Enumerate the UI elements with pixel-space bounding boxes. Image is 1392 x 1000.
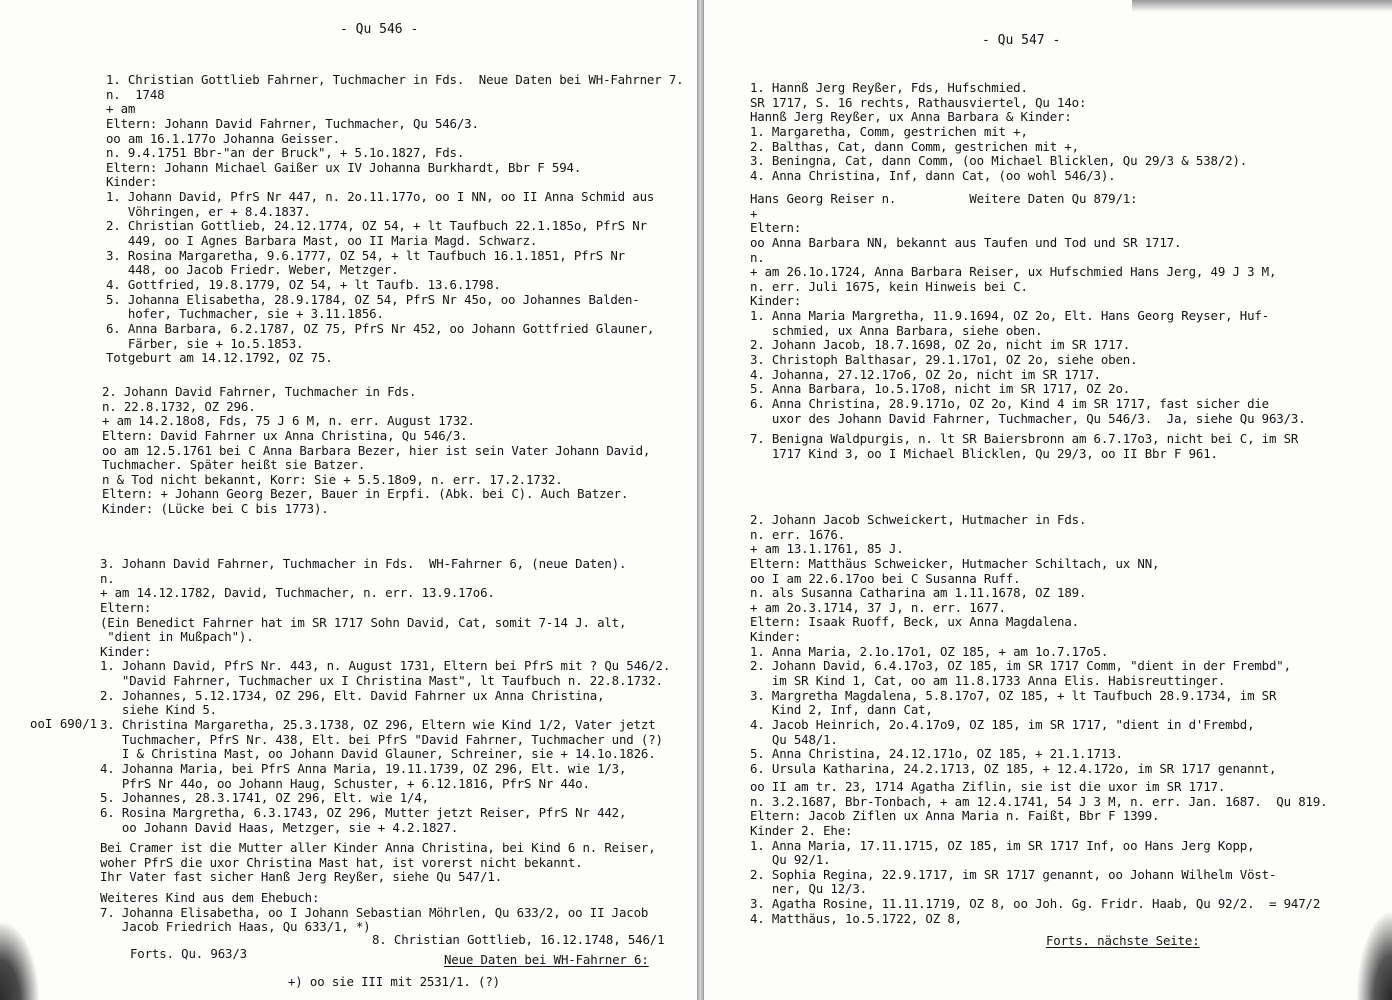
text-line: Vöhringen, er + 8.4.1837.: [106, 203, 311, 219]
text-line: 3. Christoph Balthasar, 29.1.17o1, OZ 2o, siehe oben.: [750, 352, 1138, 368]
text-line: n. 9.4.1751 Bbr-"an der Bruck", + 5.1o.1827, Fds.: [106, 145, 465, 161]
text-line: 1. Johann David, PfrS Nr. 443, n. August 1731, Eltern bei PfrS mit ? Qu 546/2.: [100, 658, 671, 674]
text-line: Jacob Friedrich Haas, Qu 633/1, *): [100, 919, 371, 935]
text-line: 7. Johanna Elisabetha, oo I Johann Sebastian Möhrlen, Qu 633/2, oo II Jacob: [100, 904, 649, 920]
text-line: 449, oo I Agnes Barbara Mast, oo II Maria Magd. Schwarz.: [106, 233, 538, 249]
text-line: 2. Balthas, Cat, dann Comm, gestrichen mit +,: [750, 138, 1079, 154]
text-line: 3. Beningna, Cat, dann Comm, (oo Michael Blicklen, Qu 29/3 & 538/2).: [750, 153, 1248, 169]
text-line: "dient in Mußpach").: [100, 629, 254, 645]
text-line: 4. Jacob Heinrich, 2o.4.17o9, OZ 185, im SR 1717, "dient in d'Frembd,: [750, 716, 1255, 732]
hans-georg-reiser: [750, 192, 1306, 426]
text-line: 2. Johann David Fahrner, Tuchmacher in Fds.: [102, 384, 417, 399]
second-marriage: [750, 780, 1327, 926]
text-line: 2. Sophia Regina, 22.9.1717, im SR 1717 genannt, oo Johann Wilhelm Vöst-: [750, 866, 1277, 882]
text-line: 2. Christian Gottlieb, 24.12.1774, OZ 54, + lt Taufbuch 22.1.185o, PfrS Nr: [106, 218, 647, 234]
text-line: I & Christina Mast, oo Johann David Glauner, Schreiner, sie + 14.1o.1826.: [100, 746, 656, 762]
text-line: 3. Margretha Magdalena, 5.8.17o7, OZ 185, + lt Taufbuch 28.9.1734, im SR: [750, 687, 1277, 703]
text-line: Qu 92/1.: [750, 852, 831, 868]
text-line: + am 14.12.1782, David, Tuchmacher, n. err. 13.9.17o6.: [100, 585, 495, 601]
text-line: 1. Hannß Jerg Reyßer, Fds, Hufschmied.: [750, 80, 1028, 95]
text-line: oo I am 22.6.17oo bei C Susanna Ruff.: [750, 570, 1021, 586]
text-line: (Ein Benedict Fahrner hat im SR 1717 Sohn David, Cat, somit 7-14 J. alt,: [100, 614, 627, 630]
text-line: 5. Johannes, 28.3.1741, OZ 296, Elt. wie 1/4,: [100, 790, 429, 806]
text-line: n.: [100, 570, 115, 586]
text-line: Kinder 2. Ehe:: [750, 822, 853, 838]
text-line: Färber, sie + 1o.5.1853.: [106, 335, 304, 351]
text-line: 2. Johann Jacob Schweickert, Hutmacher in Fds.: [750, 512, 1087, 527]
text-line: 5. Anna Christina, 24.12.171o, OZ 185, + 21.1.1713.: [750, 746, 1123, 762]
weiteres-kind: [100, 891, 648, 935]
text-line: 1. Johann David, PfrS Nr 447, n. 2o.11.177o, oo I NN, oo II Anna Schmid aus: [106, 189, 655, 205]
text-line: schmied, ux Anna Barbara, siehe oben.: [750, 322, 1043, 338]
text-line: 4. Matthäus, 1o.5.1722, OZ 8,: [750, 910, 962, 926]
right-page-number: - Qu 547 -: [982, 33, 1061, 48]
text-line: siehe Kind 5.: [100, 702, 217, 718]
text-line: 5. Johanna Elisabetha, 28.9.1784, OZ 54, PfrS Nr 45o, oo Johannes Balden-: [106, 291, 640, 307]
text-line: 3. Rosina Margaretha, 9.6.1777, OZ 54, + lt Taufbuch 16.1.1851, PfrS Nr: [106, 247, 625, 263]
text-line: 4. Gottfried, 19.8.1779, OZ 54, + lt Taufb. 13.6.1798.: [106, 276, 501, 292]
text-line: n. err. Juli 1675, kein Hinweis bei C.: [750, 278, 1028, 294]
text-line: Totgeburt am 14.12.1792, OZ 75.: [106, 350, 333, 366]
text-line: Hans Georg Reiser n. Weitere Daten Qu 879/1:: [750, 191, 1138, 206]
text-line: + am 13.1.1761, 85 J.: [750, 541, 904, 557]
item-8: [372, 933, 664, 948]
text-line: n. als Susanna Catharina am 1.11.1678, OZ 189.: [750, 585, 1087, 601]
text-line: Eltern:: [750, 220, 802, 236]
text-line: 5. Anna Barbara, 1o.5.17o8, nicht im SR 1717, OZ 2o.: [750, 381, 1131, 397]
text-line: n. 1748: [106, 86, 165, 102]
page-shadow-right: [1356, 910, 1392, 1000]
text-line: 3. Agatha Rosine, 11.11.1719, OZ 8, oo Joh. Gg. Fridr. Haab, Qu 92/2. = 947/2: [750, 896, 1321, 912]
text-line: n. err. 1676.: [750, 526, 846, 542]
text-line: woher PfrS die uxor Christina Mast hat, ist vorerst nicht bekannt.: [100, 854, 583, 870]
entry-3-johann-david: [100, 557, 670, 835]
text-line: 2. Johann David, 6.4.17o3, OZ 185, im SR 1717 Comm, "dient in der Frembd",: [750, 658, 1291, 674]
text-line: 6. Ursula Katharina, 24.2.1713, OZ 185, + 12.4.172o, im SR 1717 genannt,: [750, 760, 1277, 776]
text-line: PfrS Nr 44o, oo Johann Haug, Schuster, + 6.12.1816, PfrS Nr 44o.: [100, 775, 590, 791]
text-line: Eltern: + Johann Georg Bezer, Bauer in Erpfi. (Abk. bei C). Auch Batzer.: [102, 486, 629, 502]
right-forts: [1046, 934, 1200, 949]
text-line: 7. Benigna Waldpurgis, n. lt SR Baiersbronn am 6.7.17o3, nicht bei C, im SR: [750, 431, 1299, 446]
text-line: 1. Margaretha, Comm, gestrichen mit +,: [750, 123, 1028, 139]
text-line: 6. Anna Christina, 28.9.171o, OZ 2o, Kind 4 im SR 1717, fast sicher die: [750, 395, 1269, 411]
entry-1-christian-gottlieb: [106, 73, 683, 366]
text-line: 3. Johann David Fahrner, Tuchmacher in Fds. WH-Fahrner 6, (neue Daten).: [100, 556, 627, 571]
text-line: n.: [750, 249, 765, 265]
text-line: Eltern: Matthäus Schweicker, Hutmacher Schiltach, ux NN,: [750, 555, 1160, 571]
text-line: + am 2o.3.1714, 37 J, n. err. 1677.: [750, 599, 1006, 615]
text-line: n. 22.8.1732, OZ 296.: [102, 398, 256, 414]
item-8-note: [444, 953, 649, 968]
right-page: [704, 0, 1392, 1000]
text-line: Eltern:: [100, 599, 152, 615]
left-forts: Forts. Qu. 963/3: [130, 946, 247, 961]
text-line: Tuchmacher, PfrS Nr. 438, Elt. bei PfrS "David Fahrner, Tuchmacher und (?): [100, 731, 663, 747]
page-edge-shadow: [1132, 0, 1392, 12]
text-line: "David Fahrner, Tuchmacher ux I Christina Mast", lt Taufbuch n. 22.8.1732.: [100, 673, 663, 689]
text-line: Eltern: Jacob Ziflen ux Anna Maria n. Faißt, Bbr F 1399.: [750, 808, 1160, 824]
text-line: uxor des Johann David Fahrner, Tuchmacher, Qu 546/3. Ja, siehe Qu 963/3.: [750, 410, 1306, 426]
text-line: Kinder: (Lücke bei C bis 1773).: [102, 501, 329, 517]
text-line: Eltern: Johann David Fahrner, Tuchmacher, Qu 546/3.: [106, 115, 479, 131]
text-line: 1717 Kind 3, oo I Michael Blicklen, Qu 29/3, oo II Bbr F 961.: [750, 445, 1218, 461]
text-line: ner, Qu 12/3.: [750, 881, 867, 897]
entry-2-johann-jacob-schweickert: [750, 513, 1291, 777]
child-7-benigna: [750, 432, 1298, 461]
text-line: Kinder:: [106, 174, 158, 190]
text-line: 3. Christina Margaretha, 25.3.1738, OZ 296, Eltern wie Kind 1/2, Vater jetzt: [100, 717, 656, 733]
text-line: 1. Anna Maria, 2.1o.17o1, OZ 185, + am 1o.7.17o5.: [750, 643, 1109, 659]
text-line: n & Tod nicht bekannt, Korr: Sie + 5.5.18o9, n. err. 17.2.1732.: [102, 471, 563, 487]
text-line: oo II am tr. 23, 1714 Agatha Ziflin, sie ist die uxor im SR 1717.: [750, 779, 1226, 794]
text-line: 1. Anna Maria, 17.11.1715, OZ 185, im SR 1717 Inf, oo Hans Jerg Kopp,: [750, 837, 1255, 853]
text-line: Kind 2, Inf, dann Cat,: [750, 702, 933, 718]
text-line: Bei Cramer ist die Mutter aller Kinder Anna Christina, bei Kind 6 n. Reiser,: [100, 840, 656, 855]
note-bei-cramer: [100, 841, 656, 885]
text-line: 4. Johanna Maria, bei PfrS Anna Maria, 19.11.1739, OZ 296, Elt. wie 1/3,: [100, 760, 627, 776]
text-line: Weiteres Kind aus dem Ehebuch:: [100, 890, 320, 905]
text-line: + am 14.2.18o8, Fds, 75 J 6 M, n. err. August 1732.: [102, 413, 475, 429]
text-line: +: [750, 205, 758, 221]
text-line: Tuchmacher. Später heißt sie Batzer.: [102, 457, 366, 473]
left-footnote: +) oo sie III mit 2531/1. (?): [288, 974, 500, 989]
text-line: SR 1717, S. 16 rechts, Rathausviertel, Qu 14o:: [750, 94, 1087, 110]
text-line: Eltern: Johann Michael Gaißer ux IV Johanna Burkhardt, Bbr F 594.: [106, 159, 582, 175]
entry-1-hannss-jerg-reysser: [750, 81, 1247, 183]
text-line: 4. Anna Christina, Inf, dann Cat, (oo wohl 546/3).: [750, 167, 1116, 183]
text-line: Kinder:: [750, 629, 802, 645]
text-line: oo am 12.5.1761 bei C Anna Barbara Bezer, hier ist sein Vater Johann David,: [102, 442, 651, 458]
text-line: Eltern: Isaak Ruoff, Beck, ux Anna Magdalena.: [750, 614, 1079, 630]
text-line: hofer, Tuchmacher, sie + 3.11.1856.: [106, 306, 384, 322]
text-line: Hannß Jerg Reyßer, ux Anna Barbara & Kinder:: [750, 109, 1072, 125]
item-8-note-text: Neue Daten bei WH-Fahrner 6:: [444, 952, 649, 967]
text-line: oo am 16.1.177o Johanna Geisser.: [106, 130, 340, 146]
text-line: 2. Johann Jacob, 18.7.1698, OZ 2o, nicht im SR 1717.: [750, 337, 1131, 353]
text-line: Qu 548/1.: [750, 731, 838, 747]
item-8-text: 8. Christian Gottlieb, 16.12.1748, 546/1: [372, 932, 665, 947]
text-line: 6. Anna Barbara, 6.2.1787, OZ 75, PfrS Nr 452, oo Johann Gottfried Glauner,: [106, 320, 655, 336]
text-line: Kinder:: [750, 293, 802, 309]
text-line: 448, oo Jacob Friedr. Weber, Metzger.: [106, 262, 399, 278]
text-line: oo Johann David Haas, Metzger, sie + 4.2.1827.: [100, 819, 459, 835]
text-line: 4. Johanna, 27.12.17o6, OZ 2o, nicht im SR 1717.: [750, 366, 1101, 382]
text-line: oo Anna Barbara NN, bekannt aus Taufen und Tod und SR 1717.: [750, 234, 1182, 250]
text-line: Ihr Vater fast sicher Hanß Jerg Reyßer, siehe Qu 547/1.: [100, 869, 503, 885]
page-shadow: [0, 920, 40, 1000]
text-line: 6. Rosina Margretha, 6.3.1743, OZ 296, Mutter jetzt Reiser, PfrS Nr 442,: [100, 804, 627, 820]
entry-2-johann-david: [102, 385, 650, 517]
text-line: 2. Johannes, 5.12.1734, OZ 296, Elt. David Fahrner ux Anna Christina,: [100, 687, 605, 703]
text-line: Kinder:: [100, 643, 152, 659]
text-line: n. 3.2.1687, Bbr-Tonbach, + am 12.4.1741, 54 J 3 M, n. err. Jan. 1687. Qu 819.: [750, 793, 1328, 809]
text-line: + am 26.1o.1724, Anna Barbara Reiser, ux Hufschmied Hans Jerg, 49 J 3 M,: [750, 264, 1277, 280]
left-page-number: - Qu 546 -: [340, 22, 419, 37]
text-line: im SR Kind 1, Cat, oo am 11.8.1733 Anna Elis. Habisreuttinger.: [750, 673, 1226, 689]
margin-note: ooI 690/1: [30, 716, 98, 731]
text-line: 1. Christian Gottlieb Fahrner, Tuchmacher in Fds. Neue Daten bei WH-Fahrner 7.: [106, 72, 684, 87]
text-line: Eltern: David Fahrner ux Anna Christina, Qu 546/3.: [102, 427, 468, 443]
right-forts-text: Forts. nächste Seite:: [1046, 933, 1200, 948]
text-line: 1. Anna Maria Margretha, 11.9.1694, OZ 2o, Elt. Hans Georg Reyser, Huf-: [750, 308, 1269, 324]
text-line: + am: [106, 101, 136, 117]
